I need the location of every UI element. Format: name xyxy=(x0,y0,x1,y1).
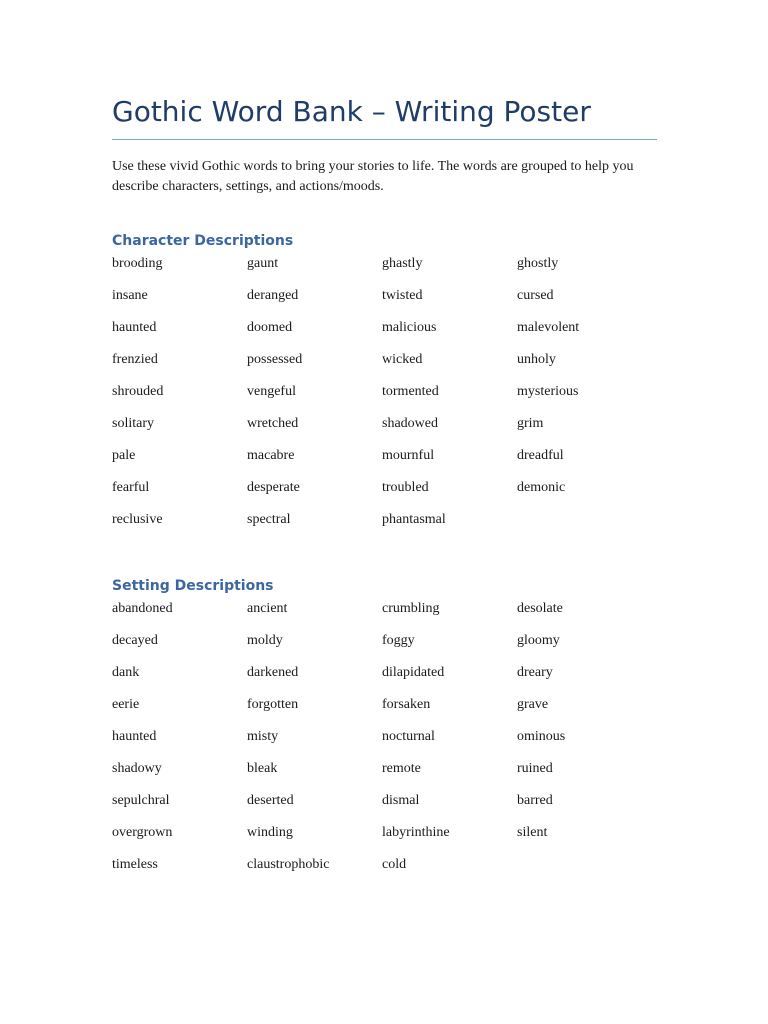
word-item: dreadful xyxy=(517,448,564,463)
word-item: frenzied xyxy=(112,352,158,367)
word-item: grim xyxy=(517,416,544,431)
word-item: grave xyxy=(517,697,549,712)
character-descriptions-heading: Character Descriptions xyxy=(112,233,294,249)
word-item: malicious xyxy=(382,320,437,335)
word-item: wretched xyxy=(247,416,299,431)
character-word-grid xyxy=(112,255,657,543)
word-item: cursed xyxy=(517,288,554,303)
word-item: winding xyxy=(247,825,293,840)
word-item: malevolent xyxy=(517,320,580,335)
page-title: Gothic Word Bank – Writing Poster xyxy=(112,95,591,128)
word-item: overgrown xyxy=(112,825,173,840)
word-item: haunted xyxy=(112,320,157,335)
word-item: deserted xyxy=(247,793,294,808)
word-item: twisted xyxy=(382,288,423,303)
word-item: crumbling xyxy=(382,601,440,616)
word-item: nocturnal xyxy=(382,729,435,744)
word-item: desolate xyxy=(517,601,563,616)
word-item: timeless xyxy=(112,857,158,872)
word-item: mysterious xyxy=(517,384,579,399)
word-item: macabre xyxy=(247,448,295,463)
word-item: darkened xyxy=(247,665,299,680)
word-item: bleak xyxy=(247,761,278,776)
word-item: claustrophobic xyxy=(247,857,330,872)
setting-descriptions-heading: Setting Descriptions xyxy=(112,578,274,594)
word-item: labyrinthine xyxy=(382,825,450,840)
word-item: forgotten xyxy=(247,697,299,712)
word-item: abandoned xyxy=(112,601,173,616)
word-item: sepulchral xyxy=(112,793,170,808)
word-item: gaunt xyxy=(247,256,279,271)
word-item: ruined xyxy=(517,761,553,776)
word-item: misty xyxy=(247,729,279,744)
word-item: ghostly xyxy=(517,256,559,271)
word-item: gloomy xyxy=(517,633,560,648)
word-item: ghastly xyxy=(382,256,423,271)
word-item: ominous xyxy=(517,729,566,744)
word-item: moldy xyxy=(247,633,283,648)
word-item: mournful xyxy=(382,448,435,463)
word-item: barred xyxy=(517,793,553,808)
word-item: foggy xyxy=(382,633,415,648)
word-item: dismal xyxy=(382,793,420,808)
word-item: solitary xyxy=(112,416,154,431)
word-item: haunted xyxy=(112,729,157,744)
word-item: pale xyxy=(112,448,136,463)
word-item: spectral xyxy=(247,512,291,527)
word-item: silent xyxy=(517,825,548,840)
word-item: tormented xyxy=(382,384,439,399)
word-item: demonic xyxy=(517,480,566,495)
word-item: insane xyxy=(112,288,148,303)
word-item: dank xyxy=(112,665,140,680)
setting-word-grid xyxy=(112,600,657,888)
word-item: wicked xyxy=(382,352,423,367)
word-item: shadowed xyxy=(382,416,438,431)
word-item: troubled xyxy=(382,480,429,495)
word-item: deranged xyxy=(247,288,299,303)
word-item: cold xyxy=(382,857,407,872)
word-item: vengeful xyxy=(247,384,296,399)
word-item: desperate xyxy=(247,480,300,495)
intro-paragraph: Use these vivid Gothic words to bring your stories to life. The words are grouped to help you describe characters, settings, and actions/moods. xyxy=(112,159,634,194)
title-divider xyxy=(112,139,657,140)
word-item: unholy xyxy=(517,352,556,367)
word-item: shadowy xyxy=(112,761,162,776)
word-item: shrouded xyxy=(112,384,164,399)
word-item: possessed xyxy=(247,352,303,367)
word-item: brooding xyxy=(112,256,163,271)
word-item: dilapidated xyxy=(382,665,445,680)
word-item: forsaken xyxy=(382,697,431,712)
word-item: remote xyxy=(382,761,421,776)
word-item: dreary xyxy=(517,665,553,680)
word-item: decayed xyxy=(112,633,158,648)
word-item: phantasmal xyxy=(382,512,446,527)
word-item: ancient xyxy=(247,601,288,616)
word-item: eerie xyxy=(112,697,140,712)
word-item: fearful xyxy=(112,480,150,495)
word-item: reclusive xyxy=(112,512,163,527)
word-item: doomed xyxy=(247,320,293,335)
